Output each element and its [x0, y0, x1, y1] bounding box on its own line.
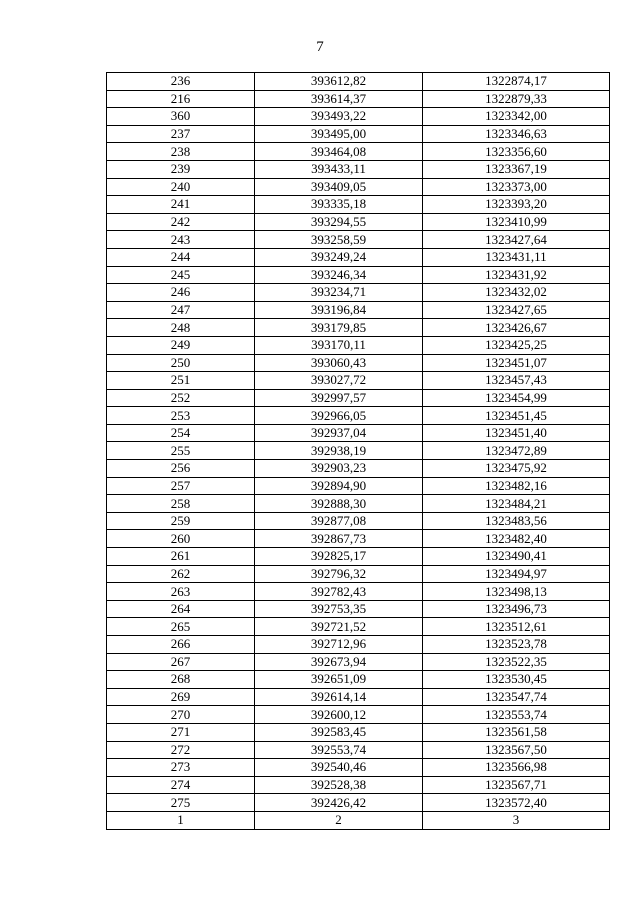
point-number-cell: 272 [107, 741, 255, 759]
x-coordinate-cell: 393179,85 [255, 319, 423, 337]
x-coordinate-cell: 393060,43 [255, 354, 423, 372]
column-number-row [107, 811, 610, 829]
y-coordinate-cell: 1323431,92 [423, 266, 610, 284]
table-row [107, 389, 610, 407]
x-coordinate-cell: 392938,19 [255, 442, 423, 460]
table-row [107, 301, 610, 319]
x-coordinate-cell: 392614,14 [255, 688, 423, 706]
table-row [107, 336, 610, 354]
y-coordinate-cell: 1323457,43 [423, 372, 610, 390]
point-number-cell: 360 [107, 108, 255, 126]
x-coordinate-cell: 393294,55 [255, 213, 423, 231]
y-coordinate-cell: 1323472,89 [423, 442, 610, 460]
x-coordinate-cell: 392673,94 [255, 653, 423, 671]
x-coordinate-cell: 393234,71 [255, 284, 423, 302]
coordinates-table-body [107, 73, 610, 830]
point-number-cell: 247 [107, 301, 255, 319]
column-number-cell: 2 [255, 811, 423, 829]
y-coordinate-cell: 1323346,63 [423, 125, 610, 143]
y-coordinate-cell: 1323427,64 [423, 231, 610, 249]
y-coordinate-cell: 1322879,33 [423, 90, 610, 108]
table-row [107, 354, 610, 372]
y-coordinate-cell: 1322874,17 [423, 73, 610, 91]
table-row [107, 548, 610, 566]
table-row [107, 442, 610, 460]
table-row [107, 688, 610, 706]
point-number-cell: 263 [107, 583, 255, 601]
point-number-cell: 265 [107, 618, 255, 636]
y-coordinate-cell: 1323490,41 [423, 548, 610, 566]
y-coordinate-cell: 1323484,21 [423, 495, 610, 513]
point-number-cell: 267 [107, 653, 255, 671]
x-coordinate-cell: 393027,72 [255, 372, 423, 390]
table-row [107, 125, 610, 143]
table-row [107, 530, 610, 548]
point-number-cell: 260 [107, 530, 255, 548]
table-row [107, 407, 610, 425]
table-row [107, 495, 610, 513]
x-coordinate-cell: 393614,37 [255, 90, 423, 108]
y-coordinate-cell: 1323342,00 [423, 108, 610, 126]
point-number-cell: 245 [107, 266, 255, 284]
point-number-cell: 258 [107, 495, 255, 513]
y-coordinate-cell: 1323367,19 [423, 160, 610, 178]
x-coordinate-cell: 393464,08 [255, 143, 423, 161]
point-number-cell: 249 [107, 336, 255, 354]
table-row [107, 90, 610, 108]
table-row [107, 706, 610, 724]
table-row [107, 794, 610, 812]
table-row [107, 741, 610, 759]
point-number-cell: 273 [107, 759, 255, 777]
x-coordinate-cell: 392894,90 [255, 477, 423, 495]
x-coordinate-cell: 392426,42 [255, 794, 423, 812]
table-row [107, 196, 610, 214]
x-coordinate-cell: 393493,22 [255, 108, 423, 126]
point-number-cell: 242 [107, 213, 255, 231]
table-row [107, 460, 610, 478]
table-row [107, 512, 610, 530]
y-coordinate-cell: 1323547,74 [423, 688, 610, 706]
x-coordinate-cell: 393246,34 [255, 266, 423, 284]
point-number-cell: 239 [107, 160, 255, 178]
point-number-cell: 243 [107, 231, 255, 249]
table-row [107, 178, 610, 196]
y-coordinate-cell: 1323496,73 [423, 600, 610, 618]
x-coordinate-cell: 392600,12 [255, 706, 423, 724]
y-coordinate-cell: 1323522,35 [423, 653, 610, 671]
x-coordinate-cell: 393249,24 [255, 248, 423, 266]
y-coordinate-cell: 1323356,60 [423, 143, 610, 161]
y-coordinate-cell: 1323523,78 [423, 636, 610, 654]
x-coordinate-cell: 393335,18 [255, 196, 423, 214]
y-coordinate-cell: 1323482,40 [423, 530, 610, 548]
table-row [107, 143, 610, 161]
point-number-cell: 253 [107, 407, 255, 425]
y-coordinate-cell: 1323572,40 [423, 794, 610, 812]
table-row [107, 424, 610, 442]
y-coordinate-cell: 1323530,45 [423, 671, 610, 689]
table-row [107, 160, 610, 178]
table-row [107, 583, 610, 601]
table-row [107, 671, 610, 689]
x-coordinate-cell: 392651,09 [255, 671, 423, 689]
point-number-cell: 244 [107, 248, 255, 266]
table-row [107, 776, 610, 794]
point-number-cell: 256 [107, 460, 255, 478]
y-coordinate-cell: 1323451,45 [423, 407, 610, 425]
y-coordinate-cell: 1323475,92 [423, 460, 610, 478]
point-number-cell: 261 [107, 548, 255, 566]
point-number-cell: 262 [107, 565, 255, 583]
y-coordinate-cell: 1323512,61 [423, 618, 610, 636]
point-number-cell: 270 [107, 706, 255, 724]
y-coordinate-cell: 1323561,58 [423, 723, 610, 741]
table-row [107, 618, 610, 636]
table-row [107, 477, 610, 495]
point-number-cell: 268 [107, 671, 255, 689]
table-row [107, 213, 610, 231]
column-number-cell: 1 [107, 811, 255, 829]
y-coordinate-cell: 1323432,02 [423, 284, 610, 302]
y-coordinate-cell: 1323567,50 [423, 741, 610, 759]
point-number-cell: 250 [107, 354, 255, 372]
point-number-cell: 251 [107, 372, 255, 390]
column-number-cell: 3 [423, 811, 610, 829]
y-coordinate-cell: 1323410,99 [423, 213, 610, 231]
table-row [107, 653, 610, 671]
point-number-cell: 269 [107, 688, 255, 706]
point-number-cell: 241 [107, 196, 255, 214]
x-coordinate-cell: 392937,04 [255, 424, 423, 442]
y-coordinate-cell: 1323426,67 [423, 319, 610, 337]
point-number-cell: 248 [107, 319, 255, 337]
y-coordinate-cell: 1323373,00 [423, 178, 610, 196]
coordinates-table [106, 72, 610, 830]
y-coordinate-cell: 1323567,71 [423, 776, 610, 794]
x-coordinate-cell: 392540,46 [255, 759, 423, 777]
y-coordinate-cell: 1323494,97 [423, 565, 610, 583]
y-coordinate-cell: 1323566,98 [423, 759, 610, 777]
x-coordinate-cell: 392712,96 [255, 636, 423, 654]
x-coordinate-cell: 393170,11 [255, 336, 423, 354]
y-coordinate-cell: 1323393,20 [423, 196, 610, 214]
x-coordinate-cell: 393433,11 [255, 160, 423, 178]
x-coordinate-cell: 393495,00 [255, 125, 423, 143]
point-number-cell: 254 [107, 424, 255, 442]
point-number-cell: 240 [107, 178, 255, 196]
page-number: 7 [316, 39, 324, 55]
point-number-cell: 236 [107, 73, 255, 91]
point-number-cell: 255 [107, 442, 255, 460]
point-number-cell: 216 [107, 90, 255, 108]
table-row [107, 319, 610, 337]
x-coordinate-cell: 392966,05 [255, 407, 423, 425]
table-row [107, 636, 610, 654]
point-number-cell: 264 [107, 600, 255, 618]
x-coordinate-cell: 392782,43 [255, 583, 423, 601]
point-number-cell: 237 [107, 125, 255, 143]
x-coordinate-cell: 392528,38 [255, 776, 423, 794]
point-number-cell: 275 [107, 794, 255, 812]
x-coordinate-cell: 392997,57 [255, 389, 423, 407]
x-coordinate-cell: 392583,45 [255, 723, 423, 741]
table-row [107, 231, 610, 249]
point-number-cell: 271 [107, 723, 255, 741]
x-coordinate-cell: 392553,74 [255, 741, 423, 759]
x-coordinate-cell: 392796,32 [255, 565, 423, 583]
table-row [107, 600, 610, 618]
y-coordinate-cell: 1323454,99 [423, 389, 610, 407]
table-row [107, 73, 610, 91]
table-row [107, 565, 610, 583]
x-coordinate-cell: 392867,73 [255, 530, 423, 548]
x-coordinate-cell: 392888,30 [255, 495, 423, 513]
point-number-cell: 259 [107, 512, 255, 530]
y-coordinate-cell: 1323553,74 [423, 706, 610, 724]
table-row [107, 108, 610, 126]
x-coordinate-cell: 393409,05 [255, 178, 423, 196]
y-coordinate-cell: 1323431,11 [423, 248, 610, 266]
point-number-cell: 238 [107, 143, 255, 161]
x-coordinate-cell: 393612,82 [255, 73, 423, 91]
y-coordinate-cell: 1323498,13 [423, 583, 610, 601]
y-coordinate-cell: 1323482,16 [423, 477, 610, 495]
table-row [107, 266, 610, 284]
table-row [107, 372, 610, 390]
x-coordinate-cell: 392825,17 [255, 548, 423, 566]
y-coordinate-cell: 1323483,56 [423, 512, 610, 530]
point-number-cell: 257 [107, 477, 255, 495]
table-row [107, 248, 610, 266]
table-row [107, 759, 610, 777]
y-coordinate-cell: 1323425,25 [423, 336, 610, 354]
x-coordinate-cell: 392721,52 [255, 618, 423, 636]
x-coordinate-cell: 393258,59 [255, 231, 423, 249]
point-number-cell: 246 [107, 284, 255, 302]
x-coordinate-cell: 393196,84 [255, 301, 423, 319]
table-row [107, 284, 610, 302]
point-number-cell: 252 [107, 389, 255, 407]
y-coordinate-cell: 1323427,65 [423, 301, 610, 319]
point-number-cell: 274 [107, 776, 255, 794]
x-coordinate-cell: 392877,08 [255, 512, 423, 530]
table-row [107, 723, 610, 741]
y-coordinate-cell: 1323451,07 [423, 354, 610, 372]
x-coordinate-cell: 392903,23 [255, 460, 423, 478]
x-coordinate-cell: 392753,35 [255, 600, 423, 618]
point-number-cell: 266 [107, 636, 255, 654]
y-coordinate-cell: 1323451,40 [423, 424, 610, 442]
